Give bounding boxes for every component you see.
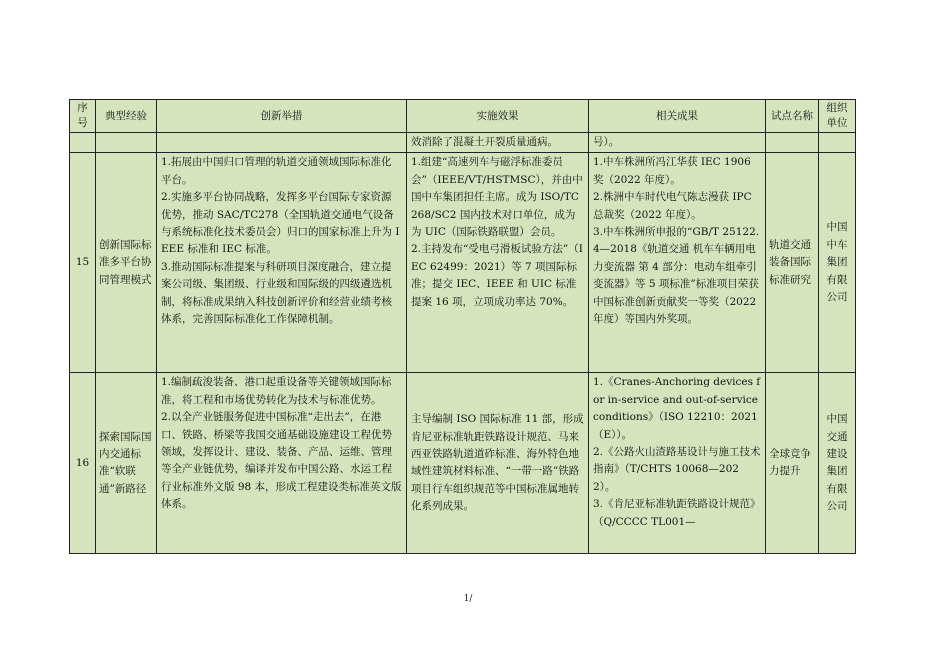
measure-item: 1.编制疏浚装备、港口起重设备等关键领域国际标准，将工程和市场优势转化为技术与标准优势。 <box>161 376 392 406</box>
row-index: 16 <box>70 373 96 554</box>
row-results <box>589 373 766 554</box>
row-index: 15 <box>70 153 96 373</box>
cont-effects: 效消除了混凝土开裂质量通病。 <box>407 133 589 153</box>
result-item: 1.中车株洲所冯江华获 IEC 1906 奖（2022 年度）。 <box>593 156 751 186</box>
header-row <box>70 100 856 133</box>
cont-org <box>819 133 856 153</box>
row-experience: 探索国际国内交通标准“软联通”新路径 <box>96 373 157 554</box>
result-item: 1.《Cranes-Anchoring devices for in-service and out-of-service conditions》（ISO 12210：2021（E））。 <box>593 376 761 441</box>
result-item: 3.《肯尼亚标准轨距铁路设计规范》（Q/CCCC TL001— <box>593 498 761 528</box>
measure-item: 2.实施多平台协同战略，发挥多平台国际专家资源优势，推动 SAC/TC278（全国轨道交通电气设备与系统标准化技术委员会）归口的国家标准上升为 IEEE 标准和 IEC 标准。 <box>161 191 400 256</box>
cont-measures <box>157 133 407 153</box>
row-effects <box>407 373 589 554</box>
header-measures: 创新举措 <box>157 100 407 133</box>
cont-experience <box>96 133 157 153</box>
effect-item: 2.主持发布“受电弓滑板试验方法”（IEC 62499：2021）等 7 项国际标准；提交 IEC、IEEE 和 UIC 标准提案 16 项，立项成功率达 70%。 <box>411 243 583 308</box>
row-results <box>589 153 766 373</box>
row-pilot: 全球竞争力提升 <box>766 373 819 554</box>
header-org: 组织单位 <box>819 100 856 133</box>
row-pilot: 轨道交通装备国际标准研究 <box>766 153 819 373</box>
result-item: 2.株洲中车时代电气陈志漫获 IPC 总裁奖（2022 年度）。 <box>593 191 752 221</box>
row-org: 中国中车集团有限公司 <box>819 153 856 373</box>
row-experience: 创新国际标准多平台协同管理模式 <box>96 153 157 373</box>
row-org: 中国交通建设集团有限公司 <box>819 373 856 554</box>
effect-item: 1.组建“高速列车与磁浮标准委员会”（IEEE/VT/HSTMSC），并由中国中车集团担任主席。成为 ISO/TC268/SC2 国内技术对口单位，成为为 UIC（国际铁路联盟）会员。 <box>411 156 583 239</box>
effect-item: 主导编制 ISO 国际标准 11 部，形成肯尼亚标准轨距铁路设计规范、马来西亚铁路轨道道砟标准、海外特色地域性建筑材料标准、“一带一路”铁路项目行车组织规范等中国标准属地转化系列成果。 <box>411 413 584 513</box>
header-effects: 实施效果 <box>407 100 589 133</box>
row-effects <box>407 153 589 373</box>
standards-table <box>69 99 856 554</box>
row-measures <box>157 153 407 373</box>
measure-item: 1.拓展由中国归口管理的轨道交通领域国际标准化平台。 <box>161 156 392 186</box>
table-row <box>70 373 856 554</box>
header-experience: 典型经验 <box>96 100 157 133</box>
table-row <box>70 153 856 373</box>
header-pilot: 试点名称 <box>766 100 819 133</box>
continuation-row <box>70 133 856 153</box>
cont-index <box>70 133 96 153</box>
result-item: 3.中车株洲所申报的“GB/T 25122.4—2018《轨道交通 机车车辆用电力变流器 第 4 部分：电动车组牵引变流器》等 5 项标准”标准项目荣获中国标准创新贡献奖一等奖（2022 年度）等国内外奖项。 <box>593 226 760 326</box>
measure-item: 2.以全产业链服务促进中国标准“走出去”，在港口、铁路、桥梁等我国交通基础设施建设工程优势领域，发挥设计、建设、装备、产品、运维、管理等全产业链优势，编译并发布中国公路、水运工程行业标准外文版 98 本，形成工程建设类标准英文版体系。 <box>161 411 402 511</box>
measure-item: 3.推动国际标准提案与科研项目深度融合，建立提案公司级、集团级、行业级和国际级的四级遴选机制，将标准成果纳入科技创新评价和经营业绩考核体系，完善国际标准化工作保障机制。 <box>161 260 392 326</box>
row-measures <box>157 373 407 554</box>
cont-results: 号）。 <box>589 133 766 153</box>
header-results: 相关成果 <box>589 100 766 133</box>
page-number: 1/ <box>463 594 473 604</box>
cont-pilot <box>766 133 819 153</box>
header-index: 序号 <box>70 100 96 133</box>
result-item: 2.《公路火山渣路基设计与施工技术指南》（T/CHTS 10068—2022）。 <box>593 446 761 493</box>
